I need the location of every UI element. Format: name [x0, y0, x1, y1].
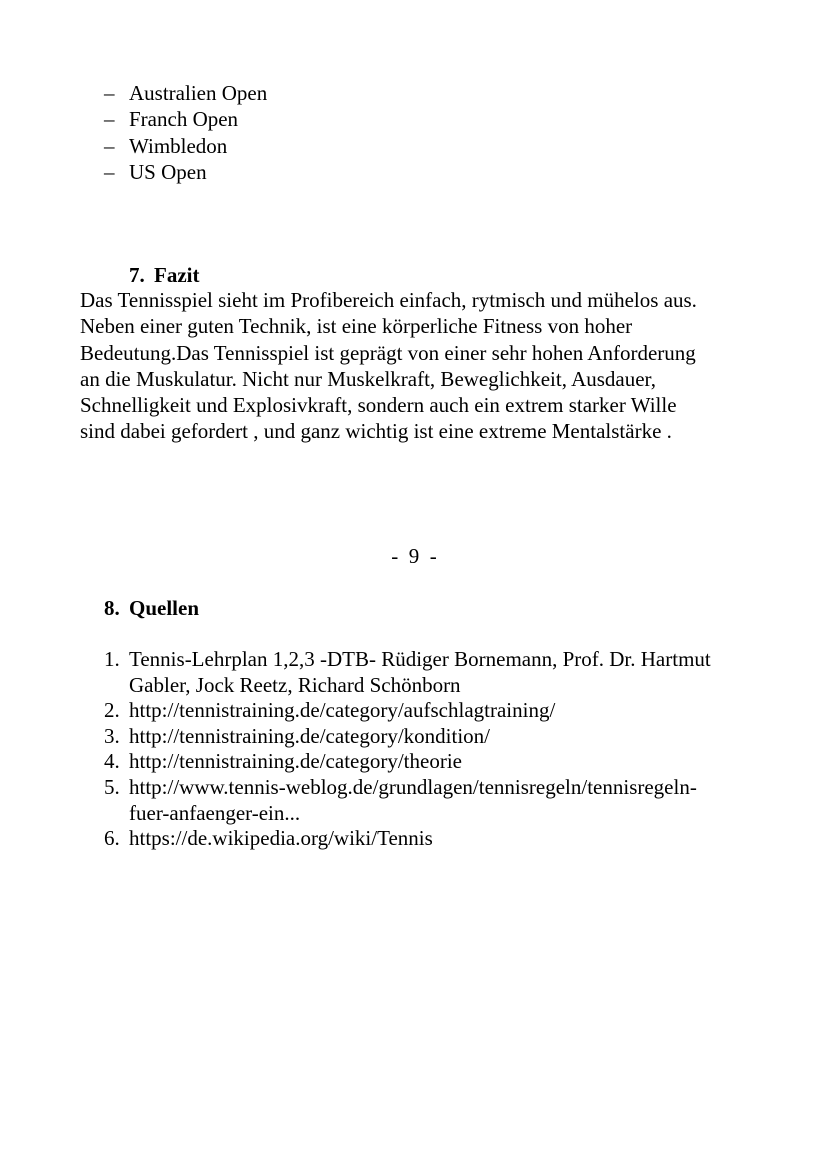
paragraph-line: Das Tennisspiel sieht im Profibereich einfach, rytmisch und mühelos aus.	[80, 288, 697, 312]
tournament-label: US Open	[129, 159, 207, 184]
tournament-list	[104, 80, 267, 185]
fazit-paragraph	[80, 287, 760, 445]
source-line: http://tennistraining.de/category/kondition/	[129, 723, 491, 748]
source-number: 4.	[104, 749, 120, 774]
source-line: https://de.wikipedia.org/wiki/Tennis	[129, 826, 433, 851]
source-item	[104, 698, 764, 724]
quellen-heading-number: 8.	[104, 596, 120, 620]
source-number: 6.	[104, 826, 120, 851]
source-number: 2.	[104, 698, 120, 723]
source-item	[104, 647, 764, 698]
tournament-label: Wimbledon	[129, 133, 228, 158]
source-text	[129, 775, 764, 826]
dash-bullet: –	[104, 133, 115, 158]
tournament-item	[104, 106, 267, 132]
quellen-heading	[104, 595, 199, 621]
source-text	[129, 826, 764, 852]
fazit-heading-number: 7.	[129, 263, 145, 287]
source-number: 5.	[104, 774, 120, 799]
source-number: 1.	[104, 647, 120, 671]
source-line: http://tennistraining.de/category/aufschlagtraining/	[129, 698, 556, 723]
quellen-heading-title: Quellen	[129, 596, 200, 620]
tournament-item	[104, 80, 267, 106]
source-text	[129, 749, 764, 775]
source-text	[129, 698, 764, 724]
source-line: http://tennistraining.de/category/theorie	[129, 749, 462, 774]
dash-bullet: –	[104, 107, 115, 132]
paragraph-line: Schnelligkeit und Explosivkraft, sondern auch ein extrem starker Wille	[80, 393, 677, 418]
source-line: fuer-anfaenger-ein...	[129, 800, 301, 825]
page-number: - 9 -	[391, 544, 437, 568]
tournament-item	[104, 133, 267, 159]
tournament-label: Franch Open	[129, 107, 239, 132]
source-line: Tennis-Lehrplan 1,2,3 -DTB- Rüdiger Bornemann, Prof. Dr. Hartmut	[129, 647, 711, 671]
source-item	[104, 775, 764, 826]
source-line: Gabler, Jock Reetz, Richard Schönborn	[129, 672, 461, 697]
fazit-heading	[129, 262, 199, 288]
source-item	[104, 749, 764, 775]
source-item	[104, 826, 764, 852]
sources-list	[104, 647, 764, 852]
tournament-label: Australien Open	[129, 81, 268, 105]
source-line: http://www.tennis-weblog.de/grundlagen/tennisregeln/tennisregeln-	[129, 774, 697, 799]
source-text	[129, 724, 764, 750]
source-text	[129, 647, 764, 698]
fazit-heading-title: Fazit	[154, 263, 200, 287]
source-item	[104, 724, 764, 750]
paragraph-line: sind dabei gefordert , und ganz wichtig ist eine extreme Mentalstärke .	[80, 419, 672, 444]
source-number: 3.	[104, 723, 120, 748]
dash-bullet: –	[104, 159, 115, 184]
paragraph-line: Bedeutung.Das Tennisspiel ist geprägt von einer sehr hohen Anforderung	[80, 340, 696, 365]
tournament-item	[104, 159, 267, 185]
paragraph-line: Neben einer guten Technik, ist eine körperliche Fitness von hoher	[80, 314, 633, 339]
paragraph-line: an die Muskulatur. Nicht nur Muskelkraft, Beweglichkeit, Ausdauer,	[80, 366, 656, 391]
dash-bullet: –	[104, 81, 115, 105]
